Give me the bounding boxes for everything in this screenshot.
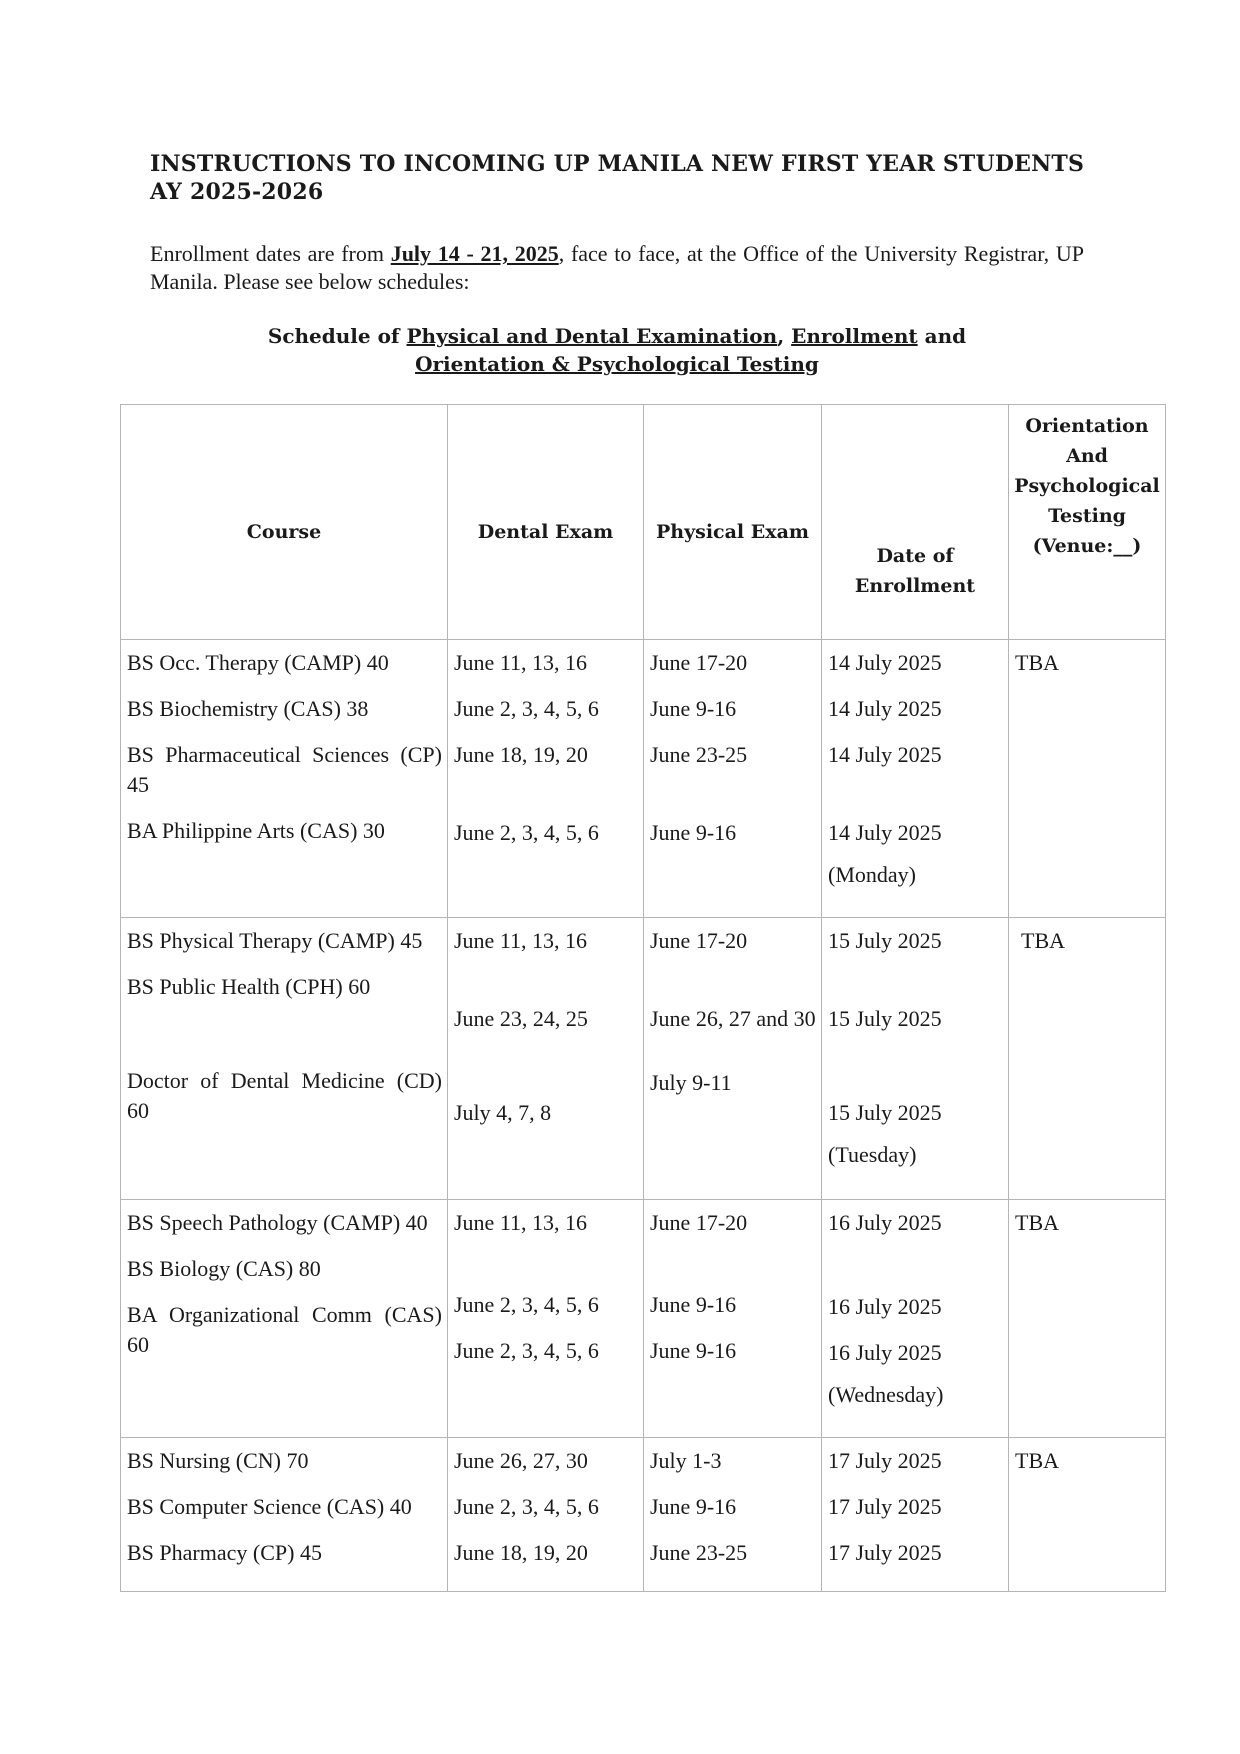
course-name: BS Pharmaceutical Sciences (CP) 45 (127, 742, 442, 797)
header-orientation-line-2: And (1066, 445, 1108, 467)
orientation-venue: TBA (1015, 650, 1059, 675)
orientation-cell (1009, 1438, 1166, 1592)
schedule-table (120, 404, 1166, 1592)
enrollment-date: 15 July 2025 (828, 928, 942, 953)
schedule-heading-sep: , (777, 324, 792, 348)
schedule-heading-part2: and (917, 324, 967, 348)
enrollment-day: (Monday) (828, 862, 916, 887)
dental-date: June 2, 3, 4, 5, 6 (454, 820, 599, 845)
title-line-1: INSTRUCTIONS TO INCOMING UP MANILA NEW FIRST YEAR STUDENTS (150, 151, 1085, 177)
course-cell (121, 640, 448, 918)
enrollment-cell (822, 640, 1009, 918)
enrollment-date: 15 July 2025 (828, 1006, 942, 1031)
schedule-heading-line-2 (150, 350, 1084, 378)
enrollment-date: 16 July 2025 (828, 1210, 942, 1235)
title-line-2: AY 2025-2026 (150, 179, 324, 205)
header-orientation-line-1: Orientation (1025, 415, 1149, 437)
physical-cell (644, 918, 822, 1200)
header-dental-exam: Dental Exam (448, 405, 644, 640)
table-row (121, 918, 1166, 1200)
orientation-venue: TBA (1015, 1448, 1059, 1473)
enrollment-date: 14 July 2025 (828, 820, 942, 845)
course-name: BS Computer Science (CAS) 40 (127, 1494, 412, 1519)
schedule-heading-part1: Schedule of (267, 324, 407, 348)
intro-prefix: Enrollment dates are from (150, 241, 391, 266)
enrollment-day: (Wednesday) (828, 1382, 944, 1407)
header-enrollment-line-1: Date of (876, 545, 954, 567)
dental-cell (448, 918, 644, 1200)
dental-date: June 11, 13, 16 (454, 1210, 588, 1235)
dental-date: June 11, 13, 16 (454, 650, 588, 675)
dental-date: June 2, 3, 4, 5, 6 (454, 1338, 599, 1363)
header-orientation-line-3: Psychological (1014, 475, 1160, 497)
table-header-row (121, 405, 1166, 640)
table-row (121, 1438, 1166, 1592)
intro-paragraph (150, 240, 1084, 296)
course-name: BS Physical Therapy (CAMP) 45 (127, 928, 423, 953)
physical-cell (644, 1438, 822, 1592)
dental-date: June 23, 24, 25 (454, 1006, 588, 1031)
course-cell (121, 918, 448, 1200)
enrollment-dates: July 14 - 21, 2025 (390, 241, 559, 266)
schedule-heading-enrollment: Enrollment (791, 324, 918, 348)
dental-cell (448, 1438, 644, 1592)
course-name: BS Biology (CAS) 80 (127, 1256, 321, 1281)
physical-date: June 26, 27 and 30 (650, 1006, 816, 1031)
orientation-cell (1009, 1200, 1166, 1438)
physical-date: June 23-25 (650, 742, 748, 767)
physical-date: June 17-20 (650, 650, 748, 675)
enrollment-date: 17 July 2025 (828, 1494, 942, 1519)
course-name: BS Biochemistry (CAS) 38 (127, 696, 369, 721)
schedule-heading (150, 322, 1084, 378)
enrollment-cell (822, 1200, 1009, 1438)
course-name: BA Organizational Comm (CAS) 60 (127, 1302, 442, 1357)
physical-date: June 9-16 (650, 696, 737, 721)
orientation-cell (1009, 918, 1166, 1200)
table-row (121, 640, 1166, 918)
dental-date: June 2, 3, 4, 5, 6 (454, 696, 599, 721)
course-cell (121, 1200, 448, 1438)
enrollment-date: 14 July 2025 (828, 650, 942, 675)
course-name: BA Philippine Arts (CAS) 30 (127, 818, 385, 843)
enrollment-date: 17 July 2025 (828, 1540, 942, 1565)
orientation-venue: TBA (1015, 1210, 1059, 1235)
header-date-of-enrollment (822, 405, 1009, 640)
course-name: BS Public Health (CPH) 60 (127, 974, 371, 999)
orientation-cell (1009, 640, 1166, 918)
enrollment-day: (Tuesday) (828, 1142, 917, 1167)
schedule-heading-orientation: Orientation & Psychological Testing (415, 352, 819, 376)
course-name: BS Pharmacy (CP) 45 (127, 1540, 322, 1565)
physical-cell (644, 640, 822, 918)
course-cell (121, 1438, 448, 1592)
physical-date: June 17-20 (650, 1210, 748, 1235)
enrollment-date: 17 July 2025 (828, 1448, 942, 1473)
enrollment-cell (822, 1438, 1009, 1592)
physical-date: July 1-3 (650, 1448, 722, 1473)
orientation-venue: TBA (1021, 928, 1065, 953)
enrollment-date: 14 July 2025 (828, 696, 942, 721)
header-orientation-line-4: Testing (1048, 505, 1126, 527)
dental-date: June 2, 3, 4, 5, 6 (454, 1494, 599, 1519)
document-title (150, 150, 1100, 206)
table-row (121, 1200, 1166, 1438)
course-name: Doctor of Dental Medicine (CD) 60 (127, 1068, 442, 1123)
physical-date: June 9-16 (650, 820, 737, 845)
physical-date: June 9-16 (650, 1494, 737, 1519)
enrollment-date: 15 July 2025 (828, 1100, 942, 1125)
physical-date: June 23-25 (650, 1540, 748, 1565)
enrollment-date: 14 July 2025 (828, 742, 942, 767)
physical-cell (644, 1200, 822, 1438)
physical-date: July 9-11 (650, 1070, 732, 1095)
header-orientation-line-5: (Venue:__) (1032, 535, 1142, 557)
dental-cell (448, 1200, 644, 1438)
header-orientation (1009, 405, 1166, 640)
intro-suffix: , face to face, at the Office of the University Registrar, UP Manila. Please see below schedules: (150, 241, 1084, 294)
dental-date: June 2, 3, 4, 5, 6 (454, 1292, 599, 1317)
dental-date: June 18, 19, 20 (454, 1540, 588, 1565)
course-name: BS Nursing (CN) 70 (127, 1448, 309, 1473)
course-name: BS Speech Pathology (CAMP) 40 (127, 1210, 428, 1235)
dental-date: June 26, 27, 30 (454, 1448, 588, 1473)
header-physical-exam: Physical Exam (644, 405, 822, 640)
physical-date: June 9-16 (650, 1338, 737, 1363)
schedule-heading-line-1 (150, 322, 1084, 350)
dental-date: July 4, 7, 8 (454, 1100, 552, 1125)
physical-date: June 17-20 (650, 928, 748, 953)
enrollment-date: 16 July 2025 (828, 1340, 942, 1365)
header-course: Course (121, 405, 448, 640)
schedule-heading-exam: Physical and Dental Examination (406, 324, 778, 348)
enrollment-date: 16 July 2025 (828, 1294, 942, 1319)
physical-date: June 9-16 (650, 1292, 737, 1317)
dental-date: June 11, 13, 16 (454, 928, 588, 953)
course-name: BS Occ. Therapy (CAMP) 40 (127, 650, 389, 675)
header-enrollment-line-2: Enrollment (854, 575, 976, 597)
dental-cell (448, 640, 644, 918)
enrollment-cell (822, 918, 1009, 1200)
dental-date: June 18, 19, 20 (454, 742, 588, 767)
